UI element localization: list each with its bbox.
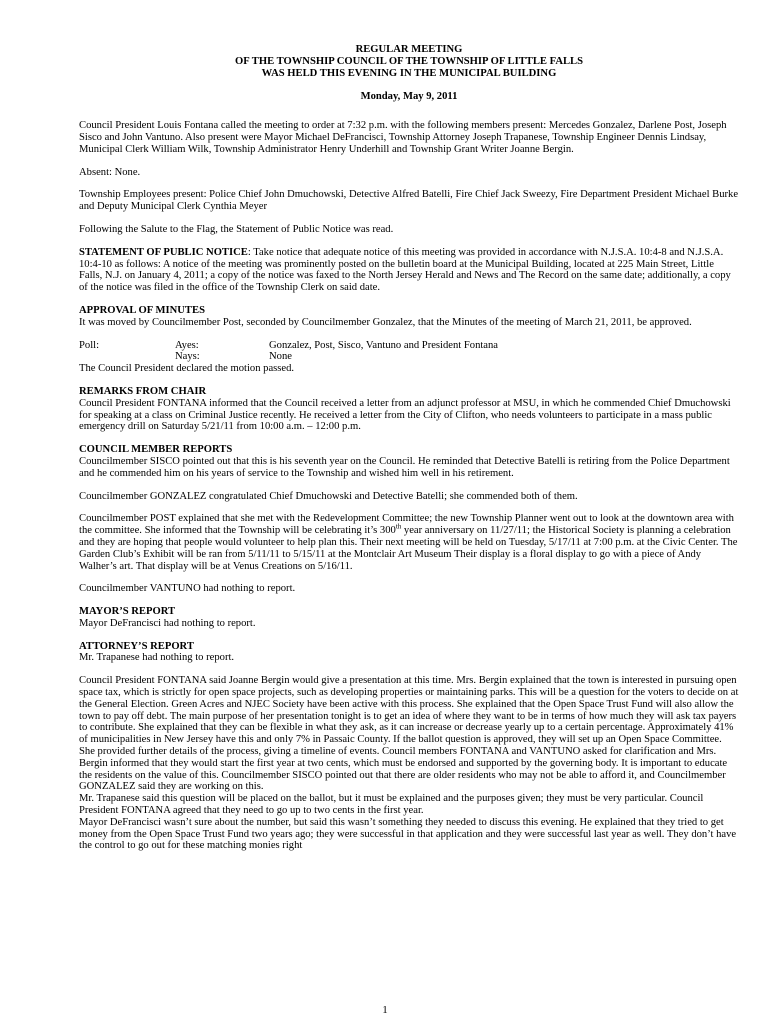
presentation-paragraph-1: Council President FONTANA said Joanne Bergin would give a presentation at this time. Mrs. Bergin explained that the town is interested in pursuing open space tax, which is strictly for open space projects, such as developing properties or maintaining parks. This will be a question for the voters to decide on at the General Election. Green Acres and NJEC Society have been active with this process. She explained that the Open Space Trust Fund will also allow the town to pay off debt. The main purpose of her presentation tonight is to get an idea of where they want to be in terms of how much they will ask tax payers to contribute. She explained that they can be flexible in what they ask, as it can increase or decrease yearly up to a certain percentage. Approximately 41% of municipalities in New Jersey have this and only 7% in Passaic County. If the ballot question is approved, they will set up an Open Space Committee. She provided further details of the process, giving a timeline of events. Council members FONTANA and VANTUNO asked for clarification and Mrs. Bergin informed that they would start the first year at two cents, which must be endorsed and supported by the governing body. It is important to educate the residents on the value of this. Councilmember SISCO pointed out that there are older residents who may not be able to afford it, and Councilmember GONZALEZ said they are working on this.: [79, 675, 739, 793]
ayes-value: Gonzalez, Post, Sisco, Vantuno and President Fontana: [269, 339, 499, 351]
mayor-text: Mayor DeFrancisci had nothing to report.: [79, 617, 256, 629]
meeting-date: Monday, May 9, 2011: [360, 91, 458, 103]
poll-block: [79, 340, 739, 364]
title-line-1: REGULAR MEETING: [355, 44, 463, 55]
presentation-paragraph-3: Mayor DeFrancisci wasn’t sure about the number, but said this wasn’t something they needed to discuss this evening. He explained that they tried to get money from the Open Space Trust Fund two years ago; they were successful in that application and they were successful last year as well. They don’t have the control to go out for these matching monies right: [79, 816, 737, 852]
document-page: [79, 44, 739, 852]
chair-text: Council President FONTANA informed that the Council received a letter from an adjunct professor at MSU, in which he commended Chief Dmuchowski for speaking at a class on Criminal Justice recently. He received a letter from the City of Clifton, who needs volunteers to participate in a mass public emergency drill on Saturday 5/21/11 from 10:00 a.m. – 12:00 p.m.: [79, 397, 731, 433]
minutes-text: It was moved by Councilmember Post, seconded by Councilmember Gonzalez, that the Minutes of the meeting of March 21, 2011, be approved.: [79, 316, 692, 328]
vantuno-report: Councilmember VANTUNO had nothing to report.: [79, 583, 296, 595]
motion-declared: The Council President declared the motion passed.: [79, 363, 295, 375]
post-report: [79, 513, 739, 572]
presentation-paragraph-2: Mr. Trapanese said this question will be placed on the ballot, but it must be explained and the purposes given; they must be very particular. Council President FONTANA agreed that they need to go up to two cents in the first year.: [79, 793, 704, 817]
attorney-text: Mr. Trapanese had nothing to report.: [79, 652, 235, 664]
post-report-part-1: Councilmember POST explained that she met with the Redevelopment Committee; the new Township Planner went out to look at the downtown area with the committee. She informed that the Township will be celebrating it’s 300: [79, 513, 734, 537]
post-report-part-2: year anniversary on 11/27/11; the Historical Society is planning a celebration and they are hoping that people would volunteer to help plan this. Their next meeting will be held on Tuesday, 5/17/11 at 7:00 p.m. at the Civic Center. The Garden Club’s Exhibit will be ran from 5/11/11 to 5/15/11 at the Montclair Art Museum Their display is a floral display to go with a piece of Andy Walher’s art. That display will be at Venus Creations on 5/16/11.: [79, 525, 738, 572]
call-to-order: Council President Louis Fontana called the meeting to order at 7:32 p.m. with the following members present: Mercedes Gonzalez, Darlene Post, Joseph Sisco and John Vantuno. Also present were Mayor Michael DeFrancisci, Township Attorney Joseph Trapanese, Township Engineer Dennis Lindsay, Municipal Clerk William Wilk, Township Administrator Henry Underhill and Township Grant Writer Joanne Bergin.: [79, 120, 727, 155]
attorney-heading: ATTORNEY’S REPORT: [79, 640, 194, 652]
sisco-report: Councilmember SISCO pointed out that this is his seventh year on the Council. He reminded that Detective Batelli is retiring from the Police Department and he commended him on his years of service to the Township and wished him well in his retirement.: [79, 455, 730, 479]
absent-line: Absent: None.: [79, 166, 141, 178]
superscript-th: th: [395, 522, 402, 531]
title-line-3: WAS HELD THIS EVENING IN THE MUNICIPAL BUILDING: [261, 67, 557, 79]
poll-label: Poll:: [79, 339, 100, 351]
public-notice-text: : Take notice that adequate notice of this meeting was provided in accordance with N.J.S.A. 10:4-8 and N.J.S.A. 10:4-10 as follows: A notice of the meeting was prominently posted on the bulletin board at the Municipal Building, located at 225 Main Street, Little Falls, N.J. on January 4, 2011; a copy of the notice was faxed to the North Jersey Herald and News and The Record on the same date; additionally, a copy of the notice was filed in the office of the Township Clerk on said date.: [79, 246, 731, 294]
nays-label: Nays:: [175, 351, 200, 363]
chair-heading: REMARKS FROM CHAIR: [79, 385, 207, 397]
nays-value: None: [269, 351, 292, 363]
title-line-2: OF THE TOWNSHIP COUNCIL OF THE TOWNSHIP OF LITTLE FALLS: [234, 55, 584, 67]
minutes-heading: APPROVAL OF MINUTES: [79, 304, 205, 316]
ayes-label: Ayes:: [175, 339, 199, 351]
council-reports-heading: COUNCIL MEMBER REPORTS: [79, 444, 233, 456]
public-notice-heading: STATEMENT OF PUBLIC NOTICE: [79, 246, 248, 258]
public-notice-paragraph: [79, 247, 739, 294]
mayor-heading: MAYOR’S REPORT: [79, 606, 176, 618]
salute-line: Following the Salute to the Flag, the Statement of Public Notice was read.: [79, 223, 394, 235]
employees-present: Township Employees present: Police Chief John Dmuchowski, Detective Alfred Batelli, Fire Chief Jack Sweezy, Fire Department President Michael Burke and Deputy Municipal Clerk Cynthia Meyer: [79, 189, 739, 213]
page-number: 1: [382, 1004, 388, 1016]
gonzalez-report: Councilmember GONZALEZ congratulated Chief Dmuchowski and Detective Batelli; she commended both of them.: [79, 490, 578, 502]
